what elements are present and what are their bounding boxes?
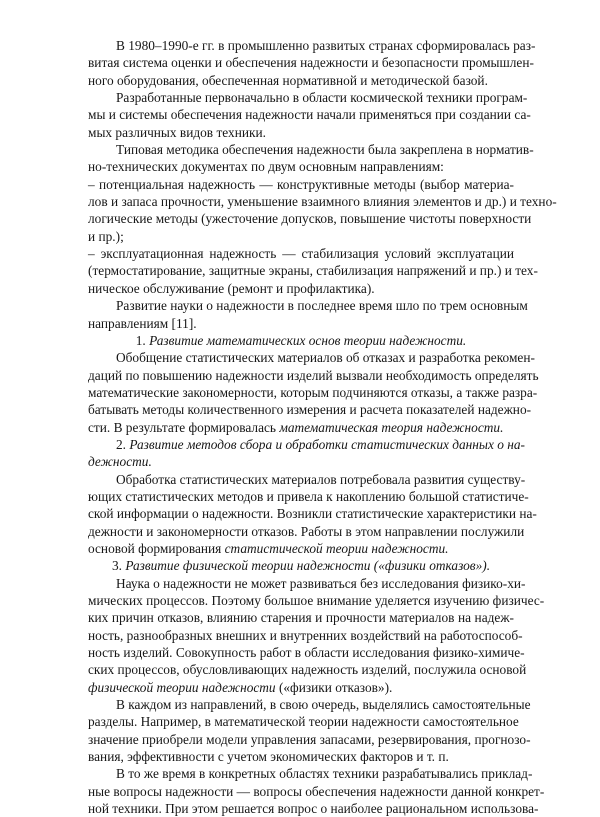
italic-text-run: Развитие математических основ теории надежности.: [149, 332, 467, 348]
text-run: Обработка статистических материалов потребовала развития существу-: [116, 471, 526, 487]
text-run: значение приобрели модели управления запасами, резервирования, прогнозо-: [88, 731, 531, 747]
text-line: [88, 176, 514, 193]
text-run: математические закономерности, которым подчиняются отказы, а также разра-: [88, 384, 538, 400]
text-run: вания, эффективности с учетом экономических факторов и т. п.: [88, 749, 449, 765]
paragraph: [88, 436, 525, 471]
text-run: ническое обслуживание (ремонт и профилактика).: [88, 280, 375, 296]
paragraph: [88, 696, 531, 765]
text-run: 2.: [116, 436, 130, 452]
paragraph: [88, 89, 531, 141]
text-run: даций по повышению надежности изделий вызвали необходимость определять: [88, 367, 539, 383]
text-line: [88, 748, 514, 765]
paragraph: [88, 557, 514, 574]
text-run: ких причин отказов, влиянию старения и прочности материалов на надеж-: [88, 610, 514, 626]
paragraph: [88, 575, 545, 696]
text-run: ность изделий. Совокупность работ в области исследования физико-химиче-: [88, 645, 525, 661]
paragraph: [88, 765, 545, 817]
text-line: [88, 696, 531, 713]
paragraph: [88, 176, 557, 245]
paragraph: [88, 349, 539, 436]
text-run: 1.: [135, 332, 150, 348]
italic-text-run: физической теории надежности: [88, 679, 276, 695]
text-line: [88, 661, 527, 678]
text-line: [88, 262, 538, 279]
text-run: разделы. Например, в математической теории надежности самостоятельное: [88, 714, 519, 730]
text-line: [88, 644, 525, 661]
text-line: [88, 54, 534, 71]
text-run: сти. В результате формировалась: [88, 419, 280, 435]
text-run: Разработанные первоначально в области космической техники програм-: [116, 90, 528, 106]
text-run: направлениям [11].: [88, 315, 197, 331]
text-run: Наука о надежности не может развиваться без исследования физико-хи-: [116, 575, 526, 591]
italic-text-run: статистической теории надежности.: [224, 540, 449, 556]
text-line: [88, 106, 531, 123]
text-run: В 1980–1990-е гг. в промышленно развитых странах сформировалась раз-: [116, 38, 536, 53]
text-line: [88, 713, 519, 730]
text-line: [88, 783, 545, 800]
text-run: дежности и закономерности отказов. Работы в этом направлении послужили: [88, 523, 525, 539]
text-run: Типовая методика обеспечения надежности была закреплена в норматив-: [116, 142, 534, 158]
text-run: 3.: [111, 558, 126, 574]
text-line: [88, 89, 528, 106]
text-line: [88, 523, 525, 540]
paragraph: [88, 141, 534, 176]
body-text: [88, 37, 557, 817]
text-run: ских процессов, обусловливающих надежность изделий, послужила основой: [88, 662, 527, 678]
text-run: ные вопросы надежности — вопросы обеспечения надежности данной конкрет-: [88, 783, 545, 799]
text-line: [88, 800, 539, 817]
paragraph: [88, 332, 514, 349]
text-line: [88, 488, 529, 505]
text-run: ющих статистических методов и привела к накоплению большой статистиче-: [88, 488, 529, 504]
text-line: [88, 471, 526, 488]
text-line: [88, 384, 538, 401]
paragraph: [88, 245, 538, 297]
text-line: [88, 158, 514, 175]
italic-text-run: Развитие методов сбора и обработки статистических данных о на-: [129, 436, 525, 452]
text-run: В каждом из направлений, в свою очередь, выделялись самостоятельные: [116, 697, 531, 713]
text-line: [88, 193, 557, 210]
paragraph: [88, 471, 537, 558]
text-line: [88, 367, 539, 384]
paragraph: [88, 297, 528, 332]
text-line: [88, 72, 514, 89]
text-line: [88, 453, 514, 470]
text-line: [88, 627, 523, 644]
text-line: [88, 679, 514, 696]
italic-text-run: дежности.: [88, 454, 152, 470]
text-line: [88, 765, 533, 782]
text-line: [88, 592, 545, 609]
text-run: и пр.);: [88, 228, 124, 244]
text-line: [88, 297, 528, 314]
text-run: (термостатирование, защитные экраны, стабилизация напряжений и пр.) и тех-: [88, 263, 538, 279]
text-run: мых различных видов техники.: [88, 124, 266, 140]
text-line: [88, 731, 531, 748]
text-run: мы и системы обеспечения надежности начали применяться при создании са-: [88, 107, 531, 123]
text-line: [88, 436, 525, 453]
text-run: батывать методы количественного измерения и расчета показателей надежно-: [88, 402, 532, 418]
text-line: [88, 332, 514, 349]
text-run: Развитие науки о надежности в последнее время шло по трем основным: [116, 298, 528, 314]
text-run: ной техники. При этом решается вопрос о наиболее рациональном использова-: [88, 801, 539, 817]
text-run: ного оборудования, обеспеченная нормативной и методической базой.: [88, 72, 488, 88]
text-run: – эксплуатационная надежность — стабилизация условий эксплуатации: [88, 246, 514, 262]
text-run: Обобщение статистических материалов об отказах и разработка рекомен-: [116, 350, 535, 366]
text-run: но-технических документах по двум основным направлениям:: [88, 159, 444, 175]
text-run: лов и запаса прочности, уменьшение взаимного влияния элементов и др.) и техно-: [88, 194, 557, 210]
text-line: [88, 401, 532, 418]
italic-text-run: Развитие физической теории надежности («физики отказов»).: [125, 558, 491, 574]
text-run: ность, разнообразных внешних и внутренних воздействий на работоспособ-: [88, 627, 523, 643]
text-run: логические методы (ужесточение допусков, повышение чистоты поверхности: [88, 211, 532, 227]
text-line: [88, 141, 534, 158]
text-line: [88, 280, 514, 297]
text-line: [88, 210, 532, 227]
text-line: [88, 505, 537, 522]
text-line: [88, 124, 514, 141]
paragraph: [88, 37, 536, 89]
text-line: [88, 557, 514, 574]
text-run: («физики отказов»).: [275, 679, 393, 695]
text-line: [88, 37, 536, 54]
text-run: основой формирования: [88, 540, 225, 556]
text-line: [88, 540, 514, 557]
text-line: [88, 609, 514, 626]
text-line: [88, 245, 514, 262]
text-run: – потенциальная надежность — конструктивные методы (выбор материа-: [88, 176, 514, 192]
italic-text-run: математическая теория надежности.: [279, 419, 504, 435]
text-run: мических процессов. Поэтому большое внимание уделяется изучению физичес-: [88, 593, 545, 608]
text-line: [88, 419, 514, 436]
text-line: [88, 228, 514, 245]
text-run: витая система оценки и обеспечения надежности и безопасности промышлен-: [88, 55, 534, 71]
text-line: [88, 575, 526, 592]
text-run: ской информации о надежности. Возникли статистические характеристики на-: [88, 506, 537, 522]
text-run: В то же время в конкретных областях техники разрабатывались приклад-: [116, 766, 533, 782]
text-line: [88, 349, 535, 366]
text-line: [88, 315, 514, 332]
